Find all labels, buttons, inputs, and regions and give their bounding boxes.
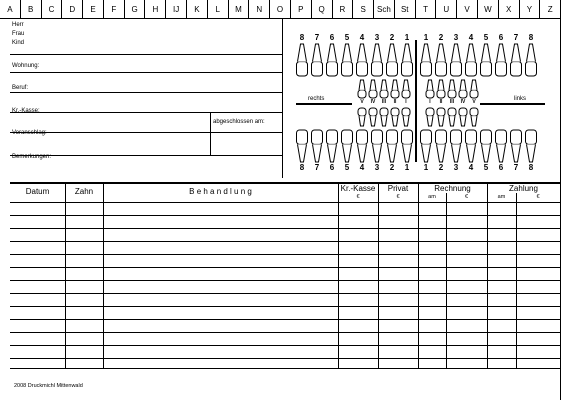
- footer-imprint: 2008 Druckmichl Mittenwald: [14, 383, 83, 389]
- register-letter: Y: [520, 0, 541, 18]
- primary-tooth-numeral: III: [449, 99, 455, 105]
- primary-tooth-icon: [437, 108, 445, 126]
- register-letter: G: [125, 0, 146, 18]
- register-letter: IJ: [166, 0, 187, 18]
- col-divider: [65, 182, 66, 368]
- lower-tooth-icon: [342, 130, 353, 162]
- col-invoice-unit: €: [464, 194, 469, 200]
- table-row: [10, 215, 560, 216]
- register-letter: E: [83, 0, 104, 18]
- primary-tooth-icon: [369, 108, 377, 126]
- col-tooth: Zahn: [74, 187, 94, 196]
- lower-tooth-icon: [421, 130, 432, 162]
- primary-tooth-icon: [426, 80, 434, 98]
- tooth-number: 6: [498, 33, 504, 42]
- primary-tooth-icon: [448, 80, 456, 98]
- address-label: Wohnung:: [12, 63, 40, 69]
- primary-tooth-icon: [369, 80, 377, 98]
- tooth-number: 5: [344, 33, 350, 42]
- lower-tooth-icon: [402, 130, 413, 162]
- upper-tooth-icon: [511, 44, 522, 76]
- tooth-number: 3: [453, 33, 459, 42]
- register-letter: D: [62, 0, 83, 18]
- salutation-herr: Herr: [12, 22, 24, 28]
- tooth-number: 7: [314, 163, 320, 172]
- tooth-number: 7: [513, 163, 519, 172]
- primary-tooth-icon: [459, 108, 467, 126]
- col-invoice-date: am: [428, 194, 436, 200]
- col-divider: [338, 182, 339, 368]
- lower-tooth-icon: [481, 130, 492, 162]
- table-row: [10, 306, 560, 307]
- tooth-number: 6: [329, 33, 335, 42]
- upper-tooth-icon: [421, 44, 432, 76]
- register-letter: F: [104, 0, 125, 18]
- upper-tooth-icon: [481, 44, 492, 76]
- upper-tooth-icon: [436, 44, 447, 76]
- lower-tooth-icon: [526, 130, 537, 162]
- register-letter: A: [0, 0, 21, 18]
- tooth-number: 3: [374, 33, 380, 42]
- register-letter: M: [229, 0, 250, 18]
- tooth-number: 2: [389, 163, 395, 172]
- plan-label: Voranschlag:: [12, 130, 47, 136]
- primary-tooth-numeral: II: [439, 99, 443, 105]
- tooth-number: 1: [404, 163, 410, 172]
- col-insurance: Kr.-Kasse: [340, 184, 376, 193]
- primary-tooth-icon: [391, 80, 399, 98]
- tooth-number: 2: [389, 33, 395, 42]
- register-letter: N: [249, 0, 270, 18]
- register-letter: B: [21, 0, 42, 18]
- tooth-number: 6: [498, 163, 504, 172]
- upper-tooth-icon: [402, 44, 413, 76]
- register-letter: Q: [312, 0, 333, 18]
- register-letter: T: [416, 0, 437, 18]
- upper-tooth-icon: [451, 44, 462, 76]
- primary-tooth-icon: [358, 80, 366, 98]
- lower-tooth-icon: [357, 130, 368, 162]
- col-private-unit: €: [396, 194, 400, 200]
- tooth-number: 5: [483, 163, 489, 172]
- tooth-number: 4: [468, 33, 474, 42]
- tooth-number: 2: [438, 33, 444, 42]
- col-treatment: B e h a n d l u n g: [189, 187, 252, 196]
- primary-tooth-numeral: II: [393, 99, 397, 105]
- col-divider: [378, 182, 379, 368]
- col-payment-date: am: [497, 194, 506, 200]
- salutation-frau: Frau: [12, 31, 25, 37]
- register-letter: V: [457, 0, 478, 18]
- col-invoice: Rechnung: [434, 184, 471, 193]
- table-row: [10, 228, 560, 229]
- primary-tooth-icon: [426, 108, 434, 126]
- register-letter: Z: [547, 4, 553, 14]
- register-letter: P: [291, 0, 312, 18]
- primary-tooth-numeral: III: [381, 99, 387, 105]
- lower-tooth-icon: [511, 130, 522, 162]
- register-letter: X: [499, 0, 520, 18]
- upper-tooth-icon: [312, 44, 323, 76]
- table-row: [10, 293, 560, 294]
- side-right-label: rechts: [308, 96, 325, 102]
- table-row: [10, 345, 560, 346]
- lower-tooth-icon: [466, 130, 477, 162]
- primary-tooth-icon: [437, 80, 445, 98]
- tooth-number: 4: [359, 33, 365, 42]
- tooth-number: 7: [314, 33, 320, 42]
- lower-tooth-icon: [451, 130, 462, 162]
- lower-tooth-icon: [372, 130, 383, 162]
- register-letter: Sch: [374, 0, 395, 18]
- register-letter: S: [353, 0, 374, 18]
- primary-tooth-numeral: V: [472, 99, 476, 105]
- tooth-number: 1: [423, 163, 429, 172]
- upper-tooth-icon: [526, 44, 537, 76]
- primary-tooth-numeral: I: [429, 99, 431, 105]
- col-date: Datum: [25, 187, 50, 196]
- tooth-number: 7: [513, 33, 519, 42]
- register-letter: U: [436, 0, 457, 18]
- lower-tooth-icon: [297, 130, 308, 162]
- register-letter: C: [42, 0, 63, 18]
- table-row: [10, 368, 560, 369]
- table-row: [10, 358, 560, 359]
- table-row: [10, 241, 560, 242]
- insurance-label: Kr.-Kasse:: [12, 108, 40, 114]
- col-divider: [487, 182, 488, 368]
- col-divider: [446, 193, 447, 368]
- table-row: [10, 202, 560, 203]
- tooth-number: 8: [299, 163, 305, 172]
- table-row: [10, 280, 560, 281]
- salutation-kind: Kind: [12, 40, 25, 46]
- upper-tooth-icon: [342, 44, 353, 76]
- primary-tooth-icon: [459, 80, 467, 98]
- lower-tooth-icon: [387, 130, 398, 162]
- tooth-number: 1: [404, 33, 410, 42]
- upper-tooth-icon: [387, 44, 398, 76]
- table-row: [10, 319, 560, 320]
- lower-tooth-icon: [496, 130, 507, 162]
- tooth-number: 8: [299, 33, 305, 42]
- primary-tooth-icon: [391, 108, 399, 126]
- col-divider: [103, 182, 104, 368]
- col-payment-unit: €: [536, 194, 540, 200]
- tooth-number: 8: [528, 163, 534, 172]
- primary-tooth-icon: [402, 80, 410, 98]
- upper-tooth-icon: [372, 44, 383, 76]
- profession-label: Beruf:: [12, 85, 29, 91]
- tooth-number: 5: [344, 163, 350, 172]
- primary-tooth-icon: [380, 108, 388, 126]
- primary-tooth-icon: [402, 108, 410, 126]
- col-insurance-unit: €: [356, 194, 360, 200]
- primary-tooth-numeral: V: [360, 99, 364, 105]
- register-letter: K: [187, 0, 208, 18]
- tooth-number: 4: [468, 163, 474, 172]
- primary-tooth-icon: [448, 108, 456, 126]
- register-letter: St: [395, 0, 416, 18]
- primary-tooth-numeral: I: [405, 99, 407, 105]
- tooth-number: 5: [483, 33, 489, 42]
- table-row: [10, 332, 560, 333]
- register-letter: H: [145, 0, 166, 18]
- lower-tooth-icon: [312, 130, 323, 162]
- upper-tooth-icon: [466, 44, 477, 76]
- lower-tooth-icon: [327, 130, 338, 162]
- tooth-number: 2: [438, 163, 444, 172]
- table-row: [10, 267, 560, 268]
- tooth-number: 3: [374, 163, 380, 172]
- primary-tooth-icon: [470, 80, 478, 98]
- tooth-number: 6: [329, 163, 335, 172]
- side-left-label: links: [514, 96, 527, 102]
- remarks-label: Bemerkungen:: [12, 154, 52, 160]
- tooth-number: 4: [359, 163, 365, 172]
- col-private: Privat: [387, 184, 409, 193]
- tooth-number: 1: [423, 33, 429, 42]
- upper-tooth-icon: [357, 44, 368, 76]
- completed-label: abgeschlossen am:: [213, 119, 265, 125]
- primary-tooth-numeral: IV: [460, 99, 466, 105]
- col-divider: [516, 193, 517, 368]
- primary-tooth-icon: [380, 80, 388, 98]
- register-letter: W: [478, 0, 499, 18]
- upper-tooth-icon: [297, 44, 308, 76]
- primary-tooth-icon: [470, 108, 478, 126]
- table-row: [10, 254, 560, 255]
- register-letter: R: [333, 0, 354, 18]
- primary-tooth-numeral: IV: [370, 99, 376, 105]
- upper-tooth-icon: [327, 44, 338, 76]
- col-payment: Zahlung: [509, 184, 538, 193]
- register-letter: L: [208, 0, 229, 18]
- lower-tooth-icon: [436, 130, 447, 162]
- register-letter: O: [270, 0, 291, 18]
- tooth-number: 8: [528, 33, 534, 42]
- tooth-number: 3: [453, 163, 459, 172]
- upper-tooth-icon: [496, 44, 507, 76]
- primary-tooth-icon: [358, 108, 366, 126]
- col-divider: [418, 182, 419, 368]
